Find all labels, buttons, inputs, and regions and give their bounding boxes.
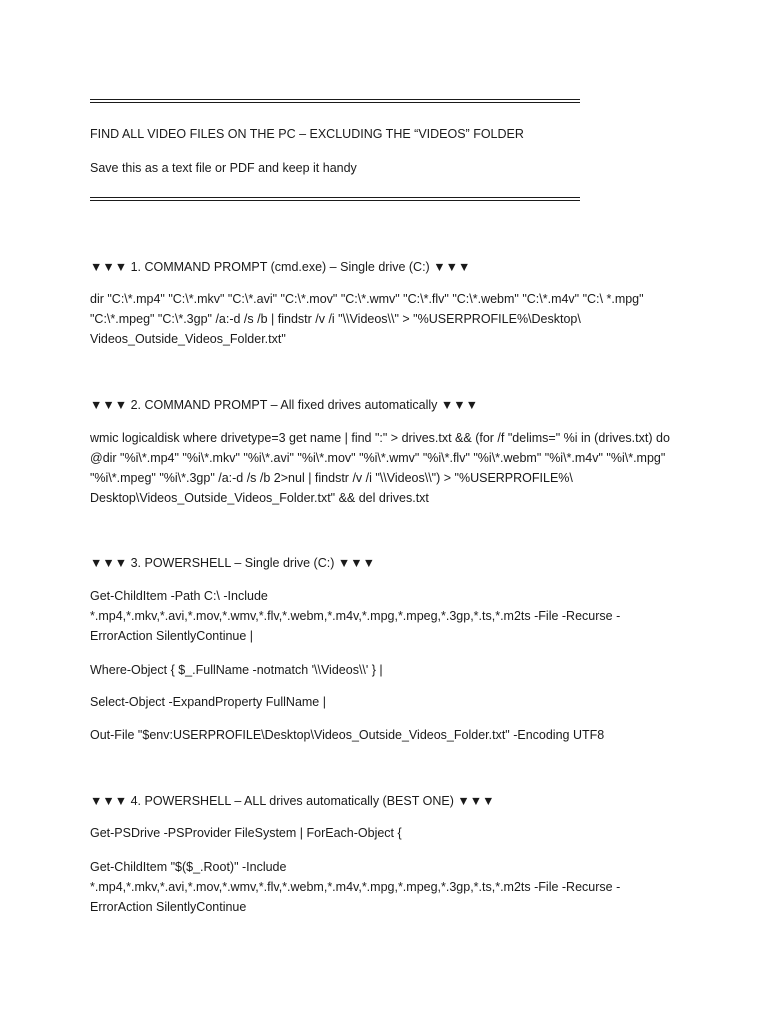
- section-2-command: wmic logicaldisk where drivetype=3 get name | find ":" > drives.txt && (for /f "delims=" %i in (drives.txt) do @dir "%i\*.mp4" "%i\*.mkv" "%i\*.avi" "%i\*.mov" "%i\*.wmv" "%i\*.flv" "%i\*.webm" "%i\*.m4v" "%i\*.mpg" "%i\*.mpeg" "%i\*.3gp" /a:-d /s /b 2>nul | findstr /v /i "\\Videos\\") > "%USERPROFILE%\ Desktop\Videos_Outside_Videos_Folder.txt" && del drives.txt: [90, 431, 670, 505]
- section-1-command: dir "C:\*.mp4" "C:\*.mkv" "C:\*.avi" "C:\*.mov" "C:\*.wmv" "C:\*.flv" "C:\*.webm" "C:\*.m4v" "C:\ *.mpg" "C:\*.mpeg" "C:\*.3gp" /a:-d /s /b | findstr /v /i "\\Videos\\" > "%USERPROFILE%\Desktop\ Videos_Outside_Videos_Folder.txt": [90, 292, 644, 346]
- document-subtitle: Save this as a text file or PDF and keep it handy: [90, 161, 357, 175]
- section-4-heading: ▼▼▼ 4. POWERSHELL – ALL drives automatically (BEST ONE) ▼▼▼: [90, 794, 495, 808]
- section-4-line-1: Get-PSDrive -PSProvider FileSystem | ForEach-Object {: [90, 826, 402, 840]
- section-3-line-3: Select-Object -ExpandProperty FullName |: [90, 695, 326, 709]
- section-2-heading: ▼▼▼ 2. COMMAND PROMPT – All fixed drives automatically ▼▼▼: [90, 398, 478, 412]
- section-1-heading: ▼▼▼ 1. COMMAND PROMPT (cmd.exe) – Single drive (C:) ▼▼▼: [90, 260, 471, 274]
- section-3-line-1: Get-ChildItem -Path C:\ -Include *.mp4,*.mkv,*.avi,*.mov,*.wmv,*.flv,*.webm,*.m4v,*.mpg,*.mpeg,*.3gp,*.ts,*.m2ts -File -Recurse -ErrorAction SilentlyContinue |: [90, 589, 621, 643]
- section-3-line-2: Where-Object { $_.FullName -notmatch '\\Videos\\' } |: [90, 663, 383, 677]
- section-3-line-4: Out-File "$env:USERPROFILE\Desktop\Videos_Outside_Videos_Folder.txt" -Encoding UTF8: [90, 728, 605, 742]
- document-title: FIND ALL VIDEO FILES ON THE PC – EXCLUDING THE “VIDEOS” FOLDER: [90, 127, 524, 141]
- section-4-line-2: Get-ChildItem "$($_.Root)" -Include *.mp4,*.mkv,*.avi,*.mov,*.wmv,*.flv,*.webm,*.m4v,*.mpg,*.mpeg,*.3gp,*.ts,*.m2ts -File -Recurse -ErrorAction SilentlyContinue: [90, 860, 621, 914]
- section-3-heading: ▼▼▼ 3. POWERSHELL – Single drive (C:) ▼▼▼: [90, 556, 375, 570]
- top-double-rule: [90, 99, 580, 103]
- header-bottom-double-rule: [90, 197, 580, 201]
